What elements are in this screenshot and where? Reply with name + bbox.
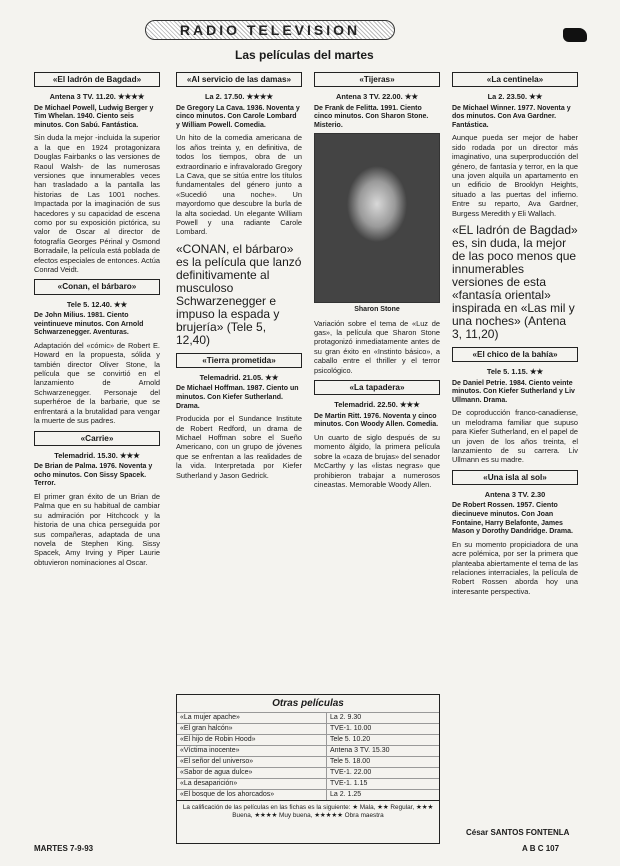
other-film-title: «El bosque de los ahorcados» — [177, 790, 327, 800]
other-film-row — [177, 723, 439, 734]
section-title: RADIO TELEVISION — [179, 22, 361, 38]
film-title: «Una isla al sol» — [452, 470, 578, 485]
film-credits: De Daniel Petrie. 1984. Ciento veinte minutos. Con Kiefer Sutherland y Liv Ullmann. Drama. — [452, 379, 575, 404]
film-credits: De Robert Rossen. 1957. Ciento diecinueve minutos. Con Joan Fontaine, Harry Belafonte, James Mason y Dorothy Dandridge. Drama. — [452, 502, 573, 536]
film-channel: Telemadrid. 15.30. ★★★ — [54, 450, 140, 460]
other-film-channel: TVE-1. 10.00 — [330, 725, 372, 732]
section-banner — [145, 20, 395, 40]
film-channel: Telemadrid. 21.05. ★★ — [199, 373, 279, 383]
other-film-row — [177, 734, 439, 745]
film-channel: La 2. 23.50. ★★ — [487, 92, 543, 102]
film-review: El primer gran éxito de un Brian de Palma que en su habitual de cambiar su admiración por Hitchcock y la historia de una chica perseguida por sus compañeras, adaptada de una novela de Stephen King. Sissy Spacek, Amy Irving y Piper Laurie obtuvieron nominaciones al Oscar. — [34, 491, 160, 567]
other-film-channel: Tele 5. 10.20 — [330, 736, 371, 743]
film-review: De coproducción franco-canadiense, un melodrama familiar que supuso para Kiefer Sutherland, en el papel de un joven de los años treinta, el lanzamiento de su carrera. Liv Ullmann es su madre. — [452, 408, 578, 465]
film-review: Adaptación del «cómic» de Robert E. Howard en la propuesta, sólida y también director Oliver Stone, la película que se convirtió en el lanzamiento de Arnold Schwarzenegger. Personaje del superhéroe de la barbarie, que se enfrentará a la brutalidad para vengar la muerte de sus padres. — [34, 340, 160, 426]
film-channel: Tele 5. 12.40. ★★ — [66, 299, 128, 309]
film-channel: Telemadrid. 22.50. ★★★ — [334, 400, 420, 410]
film-credits: De Frank de Felitta. 1991. Ciento cinco minutos. Con Sharon Stone. Misterio. — [314, 104, 429, 129]
other-film-channel: La 2. 1.25 — [330, 791, 362, 798]
other-films-title: Otras películas — [272, 698, 344, 709]
footer-page: A B C 107 — [522, 844, 560, 853]
pull-quote: «CONAN, el bárbaro» es la película que lanzó definitivamente al musculoso Schwarzenegger e impuso la espada y brujería» (Tele 5, 12,40) — [176, 241, 302, 347]
film-credits: De Michael Hoffman. 1987. Ciento un minutos. Con Kiefer Sutherland. Drama. — [176, 385, 299, 410]
film-channel: La 2. 17.50. ★★★★ — [205, 92, 273, 102]
film-title: «El ladrón de Bagdad» — [34, 72, 160, 87]
rating-legend: La calificación de las películas en las fichas es la siguiente: ★ Mala, ★★ Regular, ★★★ Buena, ★★★★ Muy buena, ★★★★★ Obra maestra — [177, 800, 439, 823]
other-film-row — [177, 778, 439, 789]
column-3 — [314, 72, 440, 494]
film-review: Un hito de la comedia americana de los años treinta y, en definitiva, de todos los tiempos, obra de un extraordinario e infravalorado Gregory La Cava, que se sitúa entre los títulos fundamentales del género junto a «Sucedió una noche». Un mayordomo que descubre la burla de la alta sociedad. Un elegante William Powell y una radiante Carole Lombard. — [176, 133, 302, 237]
other-film-channel: Antena 3 TV. 15.30 — [330, 747, 390, 754]
other-film-title: «El hijo de Robin Hood» — [177, 735, 327, 745]
column-2 — [176, 72, 302, 485]
other-film-row — [177, 756, 439, 767]
film-channel: Antena 3 TV. 2.30 — [484, 490, 546, 500]
column-4 — [452, 72, 578, 601]
other-films-box — [176, 694, 440, 844]
film-title: «El chico de la bahía» — [452, 347, 578, 362]
film-credits: De Michael Winner. 1977. Noventa y dos minutos. Con Ava Gardner. Fantástica. — [452, 104, 571, 129]
film-review: Un cuarto de siglo después de su momento álgido, la primera película sobre la «caza de brujas» del senador McCarthy y las «listas negras» que prohibieron trabajar a numerosos cineastas. Memorable Woody Allen. — [314, 432, 440, 489]
film-title: «Carrie» — [34, 431, 160, 446]
page-subtitle: Las películas del martes — [235, 48, 374, 62]
film-title: «Al servicio de las damas» — [176, 72, 302, 87]
other-film-channel: La 2. 9.30 — [330, 714, 362, 721]
film-channel: Antena 3 TV. 11.20. ★★★★ — [49, 92, 145, 102]
film-credits: De Martin Ritt. 1976. Noventa y cinco minutos. Con Woody Allen. Comedia. — [314, 412, 439, 429]
film-title: «Tierra prometida» — [176, 353, 302, 368]
other-film-title: «El señor del universo» — [177, 757, 327, 767]
other-film-title: «Sabor de agua dulce» — [177, 768, 327, 778]
pull-quote: «EL ladrón de Bagdad» es, sin duda, la mejor de las poco menos que innumerables versiones de esta «fantasía oriental» inspirada en «Las mil y una noches» (Antena 3, 11,20) — [452, 223, 578, 342]
other-films-table — [177, 712, 439, 800]
film-credits: De Michael Powell, Ludwig Berger y Tim Whelan. 1940. Ciento seis minutos. Con Sabú. Fantástica. — [34, 104, 154, 129]
film-title: «La centinela» — [452, 72, 578, 87]
photo-caption: Sharon Stone — [354, 306, 400, 314]
other-film-channel: Tele 5. 18.00 — [330, 758, 371, 765]
film-review: Producida por el Sundance Institute de Robert Redford, un drama de Michael Hoffman sobre el Sueño Americano, con un grupo de jóvenes que se enfrentan a las realidades de la vida. Interpretada por Kiefer Sutherland y Jason Gedrick. — [176, 414, 302, 480]
film-channel: Tele 5. 1.15. ★★ — [486, 367, 544, 377]
film-review: En su momento propiciadora de una acre polémica, por ser la primera que planteaba abiertamente el tema de las relaciones interraciales, la película de Robert Rossen aborda hoy una interesante perspectiva. — [452, 539, 578, 596]
film-review: Sin duda la mejor -incluida la superior a la que en 1924 protagonizara Douglas Fairbanks o las versiones de Raoul Walsh- de las numerosas versiones que innumerables veces han trasladado a la pantalla las historias de Las 1001 noches. Impactada por la imaginación de sus hacedores y su capacidad de escena como por su exposición pictórica, su valor de Oscar al director de fotografía Georges Périnal y Osmond Borradaile, la película está poblada de efectos especiales de entonces. Actúa Conrad Veidt. — [34, 133, 160, 275]
other-film-channel: TVE-1. 22.00 — [330, 769, 372, 776]
other-film-channel: TVE-1. 1.15 — [330, 780, 368, 787]
other-film-title: «Víctima inocente» — [177, 746, 327, 756]
film-channel: Antena 3 TV. 22.00. ★★ — [336, 92, 418, 102]
film-credits: De Gregory La Cava. 1936. Noventa y cinco minutos. Con Carole Lombard y William Powell. Comedia. — [176, 104, 300, 129]
sharon-stone-photo — [314, 133, 440, 303]
film-credits: De Brian de Palma. 1976. Noventa y ocho minutos. Con Sissy Spacek. Terror. — [34, 463, 153, 488]
other-film-row — [177, 745, 439, 756]
other-film-row — [177, 712, 439, 723]
other-film-row — [177, 789, 439, 800]
tv-icon — [563, 28, 587, 42]
other-film-title: «La desaparición» — [177, 779, 327, 789]
film-review: Variación sobre el tema de «Luz de gas», la película que Sharon Stone protagonizó inmediatamente antes de su gran éxito en «Instinto básico», a caballo entre el thriller y el terror psicológico. — [314, 318, 440, 375]
film-title: «Conan, el bárbaro» — [34, 279, 160, 294]
film-credits: De John Milius. 1981. Ciento veintinueve minutos. Con Arnold Schwarzenegger. Aventuras. — [34, 312, 144, 337]
footer-date: MARTES 7-9-93 — [34, 844, 94, 853]
film-title: «La tapadera» — [314, 380, 440, 395]
other-film-row — [177, 767, 439, 778]
film-review: Aunque pueda ser mejor de haber sido rodada por un director más imaginativo, una superproducción del género, de fantasía y terror, en la que una joven alquila un apartamento en un edificio de Brooklyn Heights, situado a las puertas del infierno. Entre su reparto, Ava Gardner, Burgess Meredith y Eli Wallach. — [452, 133, 578, 218]
film-title: «Tijeras» — [314, 72, 440, 87]
column-1 — [34, 72, 160, 572]
author-signature: César SANTOS FONTENLA — [466, 828, 570, 837]
other-film-title: «La mujer apache» — [177, 713, 327, 723]
other-film-title: «El gran halcón» — [177, 724, 327, 734]
